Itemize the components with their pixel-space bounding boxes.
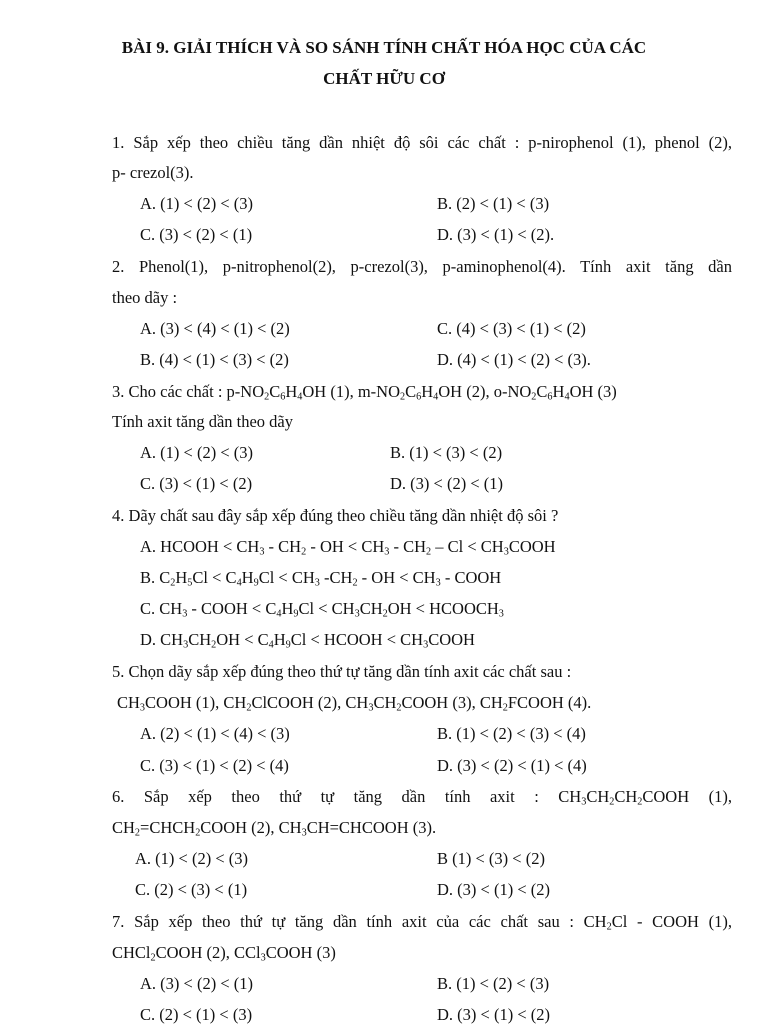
q2-stem-line1: 2. Phenol(1), p-nitrophenol(2), p-crezol(3), p-aminophenol(4). Tính axit tăng dần xyxy=(112,257,732,276)
q5-stem-line1: 5. Chọn dãy sắp xếp đúng theo thứ tự tăng dần tính axit các chất sau : xyxy=(112,662,572,681)
q7-option-c: C. (2) < (1) < (3) xyxy=(140,1005,253,1024)
q7-stem-line2: CHCl$_2$COOH (2), CCl$_3$COOH (3) xyxy=(112,943,336,964)
q4-option-c: C. $CH_3$ - COOH < $C_4H_9Cl < CH_3CH_2OH$ < $HCOOCH_3$ xyxy=(140,599,504,620)
q5-stem-line2: $CH_3COOH$ (1), $CH_2ClCOOH$ (2), $CH_3CH_2COOH$ (3), $CH_2FCOOH$ (4). xyxy=(117,693,592,714)
q6-option-d: D. (3) < (1) < (2) xyxy=(437,880,550,899)
q4-stem: 4. Dãy chất sau đây sắp xếp đúng theo chiều tăng dần nhiệt độ sôi ? xyxy=(112,506,559,525)
q5-option-a: A. (2) < (1) < (4) < (3) xyxy=(140,724,290,743)
q6-stem-line2: $CH_2=CHCH_2COOH$ (2), $CH_3CH=CHCOOH$ (3). xyxy=(112,818,437,839)
q6-stem-line1: 6. Sắp xếp theo thứ tự tăng dần tính axit : $CH_3CH_2CH_2COOH$ (1), xyxy=(112,787,732,808)
q1-option-c: C. (3) < (2) < (1) xyxy=(140,225,253,244)
q6-option-b: B (1) < (3) < (2) xyxy=(437,849,545,868)
q2-option-b: B. (4) < (1) < (3) < (2) xyxy=(140,350,289,369)
q5-option-c: C. (3) < (1) < (2) < (4) xyxy=(140,756,289,775)
q2-option-c: C. (4) < (3) < (1) < (2) xyxy=(437,319,586,338)
q7-option-d: D. (3) < (1) < (2) xyxy=(437,1005,550,1024)
q1-stem-line1: 1. Sắp xếp theo chiều tăng dần nhiệt độ sôi các chất : p-nirophenol (1), phenol (2), xyxy=(112,133,732,152)
q3-stem-line2: Tính axit tăng dần theo dãy xyxy=(112,412,293,431)
q3-option-c: C. (3) < (1) < (2) xyxy=(140,474,253,493)
q1-option-a: A. (1) < (2) < (3) xyxy=(140,194,253,213)
document-title-line2: CHẤT HỮU CƠ xyxy=(323,69,445,88)
q2-option-a: A. (3) < (4) < (1) < (2) xyxy=(140,319,290,338)
q7-option-b: B. (1) < (2) < (3) xyxy=(437,974,550,993)
q4-option-a: A. HCOOH < $CH_3 - CH_2$ - OH < $CH_3 - CH_2$ – $Cl < CH_3COOH$ xyxy=(140,537,556,558)
q3-option-d: D. (3) < (2) < (1) xyxy=(390,474,503,493)
q4-option-d: D. $CH_3CH_2OH < C_4H_9Cl$ < HCOOH < $CH_3COOH$ xyxy=(140,630,475,651)
q5-option-d: D. (3) < (2) < (1) < (4) xyxy=(437,756,587,775)
q3-stem-line1: 3. Cho các chất : $p-NO_2C_6H_4OH$ (1), $m-NO_2C_6H_4OH$ (2), $o-NO_2C_6H_4OH$ (3) xyxy=(112,382,617,403)
q5-option-b: B. (1) < (2) < (3) < (4) xyxy=(437,724,586,743)
q7-stem-line1: 7. Sắp xếp theo thứ tự tăng dần tính axit của các chất sau : $CH_2Cl$ - COOH (1), xyxy=(112,912,732,933)
q7-option-a: A. (3) < (2) < (1) xyxy=(140,974,253,993)
q6-option-a: A. (1) < (2) < (3) xyxy=(135,849,248,868)
q6-option-c: C. (2) < (3) < (1) xyxy=(135,880,248,899)
q2-stem-line2: theo dãy : xyxy=(112,288,178,307)
q2-option-d: D. (4) < (1) < (2) < (3). xyxy=(437,350,591,369)
q3-option-b: B. (1) < (3) < (2) xyxy=(390,443,503,462)
document-title-line1: BÀI 9. GIẢI THÍCH VÀ SO SÁNH TÍNH CHẤT HÓA HỌC CỦA CÁC xyxy=(121,38,647,57)
q1-stem-line2: p- crezol(3). xyxy=(112,163,194,182)
q1-option-b: B. (2) < (1) < (3) xyxy=(437,194,550,213)
q3-option-a: A. (1) < (2) < (3) xyxy=(140,443,253,462)
q4-option-b: B. $C_2H_5Cl < C_4H_9Cl < CH_3$ $-CH_2$ - OH < $CH_3$ - COOH xyxy=(140,568,502,589)
q1-option-d: D. (3) < (1) < (2). xyxy=(437,225,555,244)
